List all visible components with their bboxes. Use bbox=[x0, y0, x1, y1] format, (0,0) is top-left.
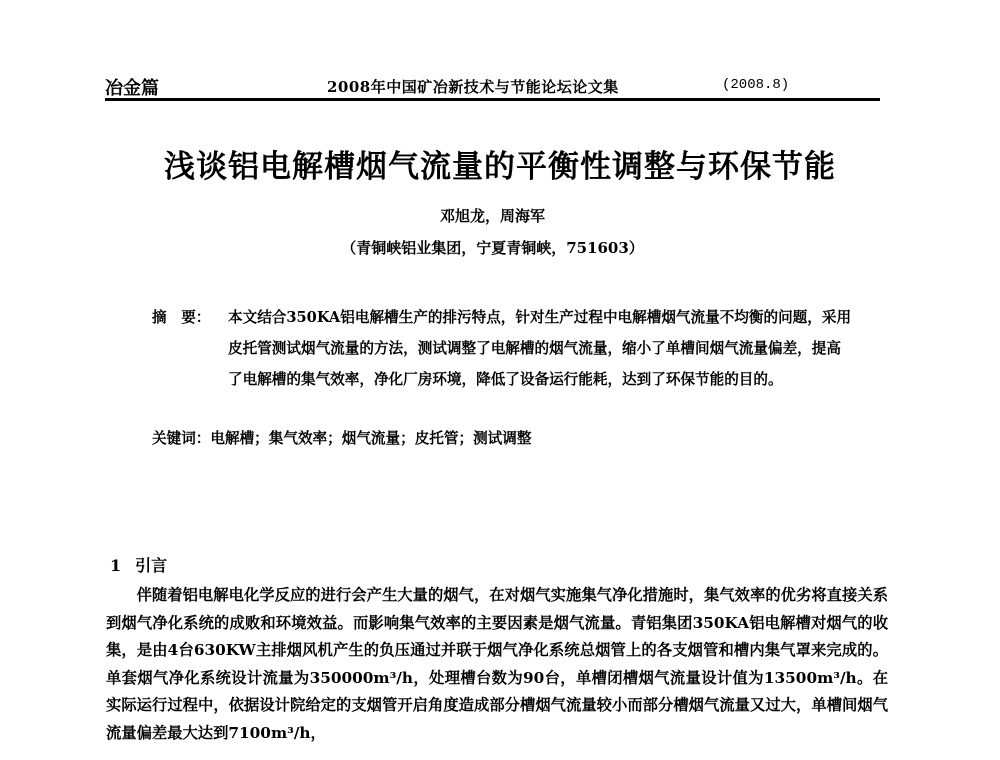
section-title: 引言 bbox=[135, 556, 168, 575]
keywords-text: 电解槽；集气效率；烟气流量；皮托管；测试调整 bbox=[210, 430, 532, 447]
abstract-label: 摘 要： bbox=[152, 309, 211, 326]
affiliation: （青铜峡铝业集团，宁夏青铜峡，751603） bbox=[341, 239, 644, 257]
abstract bbox=[152, 302, 852, 395]
paragraph: 伴随着铝电解电化学反应的进行会产生大量的烟气，在对烟气实施集气净化措施时，集气效率的优劣将直接关系到烟气净化系统的成败和环境效益。而影响集气效率的主要因素是烟气流量。青铝集团350KA铝电解槽对烟气的收集，是由4台630KW主排烟风机产生的负压通过并联于烟气净化系统总烟管上的各支烟管和槽内集气罩来完成的。单套烟气净化系统设计流量为350000m³/h，处理槽台数为90台，单槽闭槽烟气流量设计值为13500m³/h。在实际运行过程中，依据设计院给定的支烟管开启角度造成部分槽烟气流量较小而部分槽烟气流量又过大，单槽间烟气流量偏差最大达到7100m³/h， bbox=[106, 586, 888, 742]
body-text bbox=[106, 582, 888, 747]
header-journal: 2008年中国矿冶新技术与节能论坛论文集 bbox=[327, 78, 619, 96]
running-header bbox=[105, 74, 880, 101]
section-number: 1 bbox=[110, 556, 122, 575]
keywords-label: 关键词： bbox=[152, 430, 211, 447]
authors: 邓旭龙，周海军 bbox=[439, 207, 545, 225]
abstract-text: 本文结合350KA铝电解槽生产的排污特点，针对生产过程中电解槽烟气流量不均衡的问题，采用皮托管测试烟气流量的方法，测试调整了电解槽的烟气流量，缩小了单槽间烟气流量偏差，提高了电解槽的集气效率，净化厂房环境，降低了设备运行能耗，达到了环保节能的目的。 bbox=[228, 309, 852, 388]
header-section: 冶金篇 bbox=[105, 78, 159, 99]
section-heading bbox=[110, 553, 167, 576]
keywords bbox=[152, 427, 852, 448]
header-date: (2008.8) bbox=[722, 77, 790, 93]
paper-title: 浅谈铝电解槽烟气流量的平衡性调整与环保节能 bbox=[164, 149, 836, 185]
